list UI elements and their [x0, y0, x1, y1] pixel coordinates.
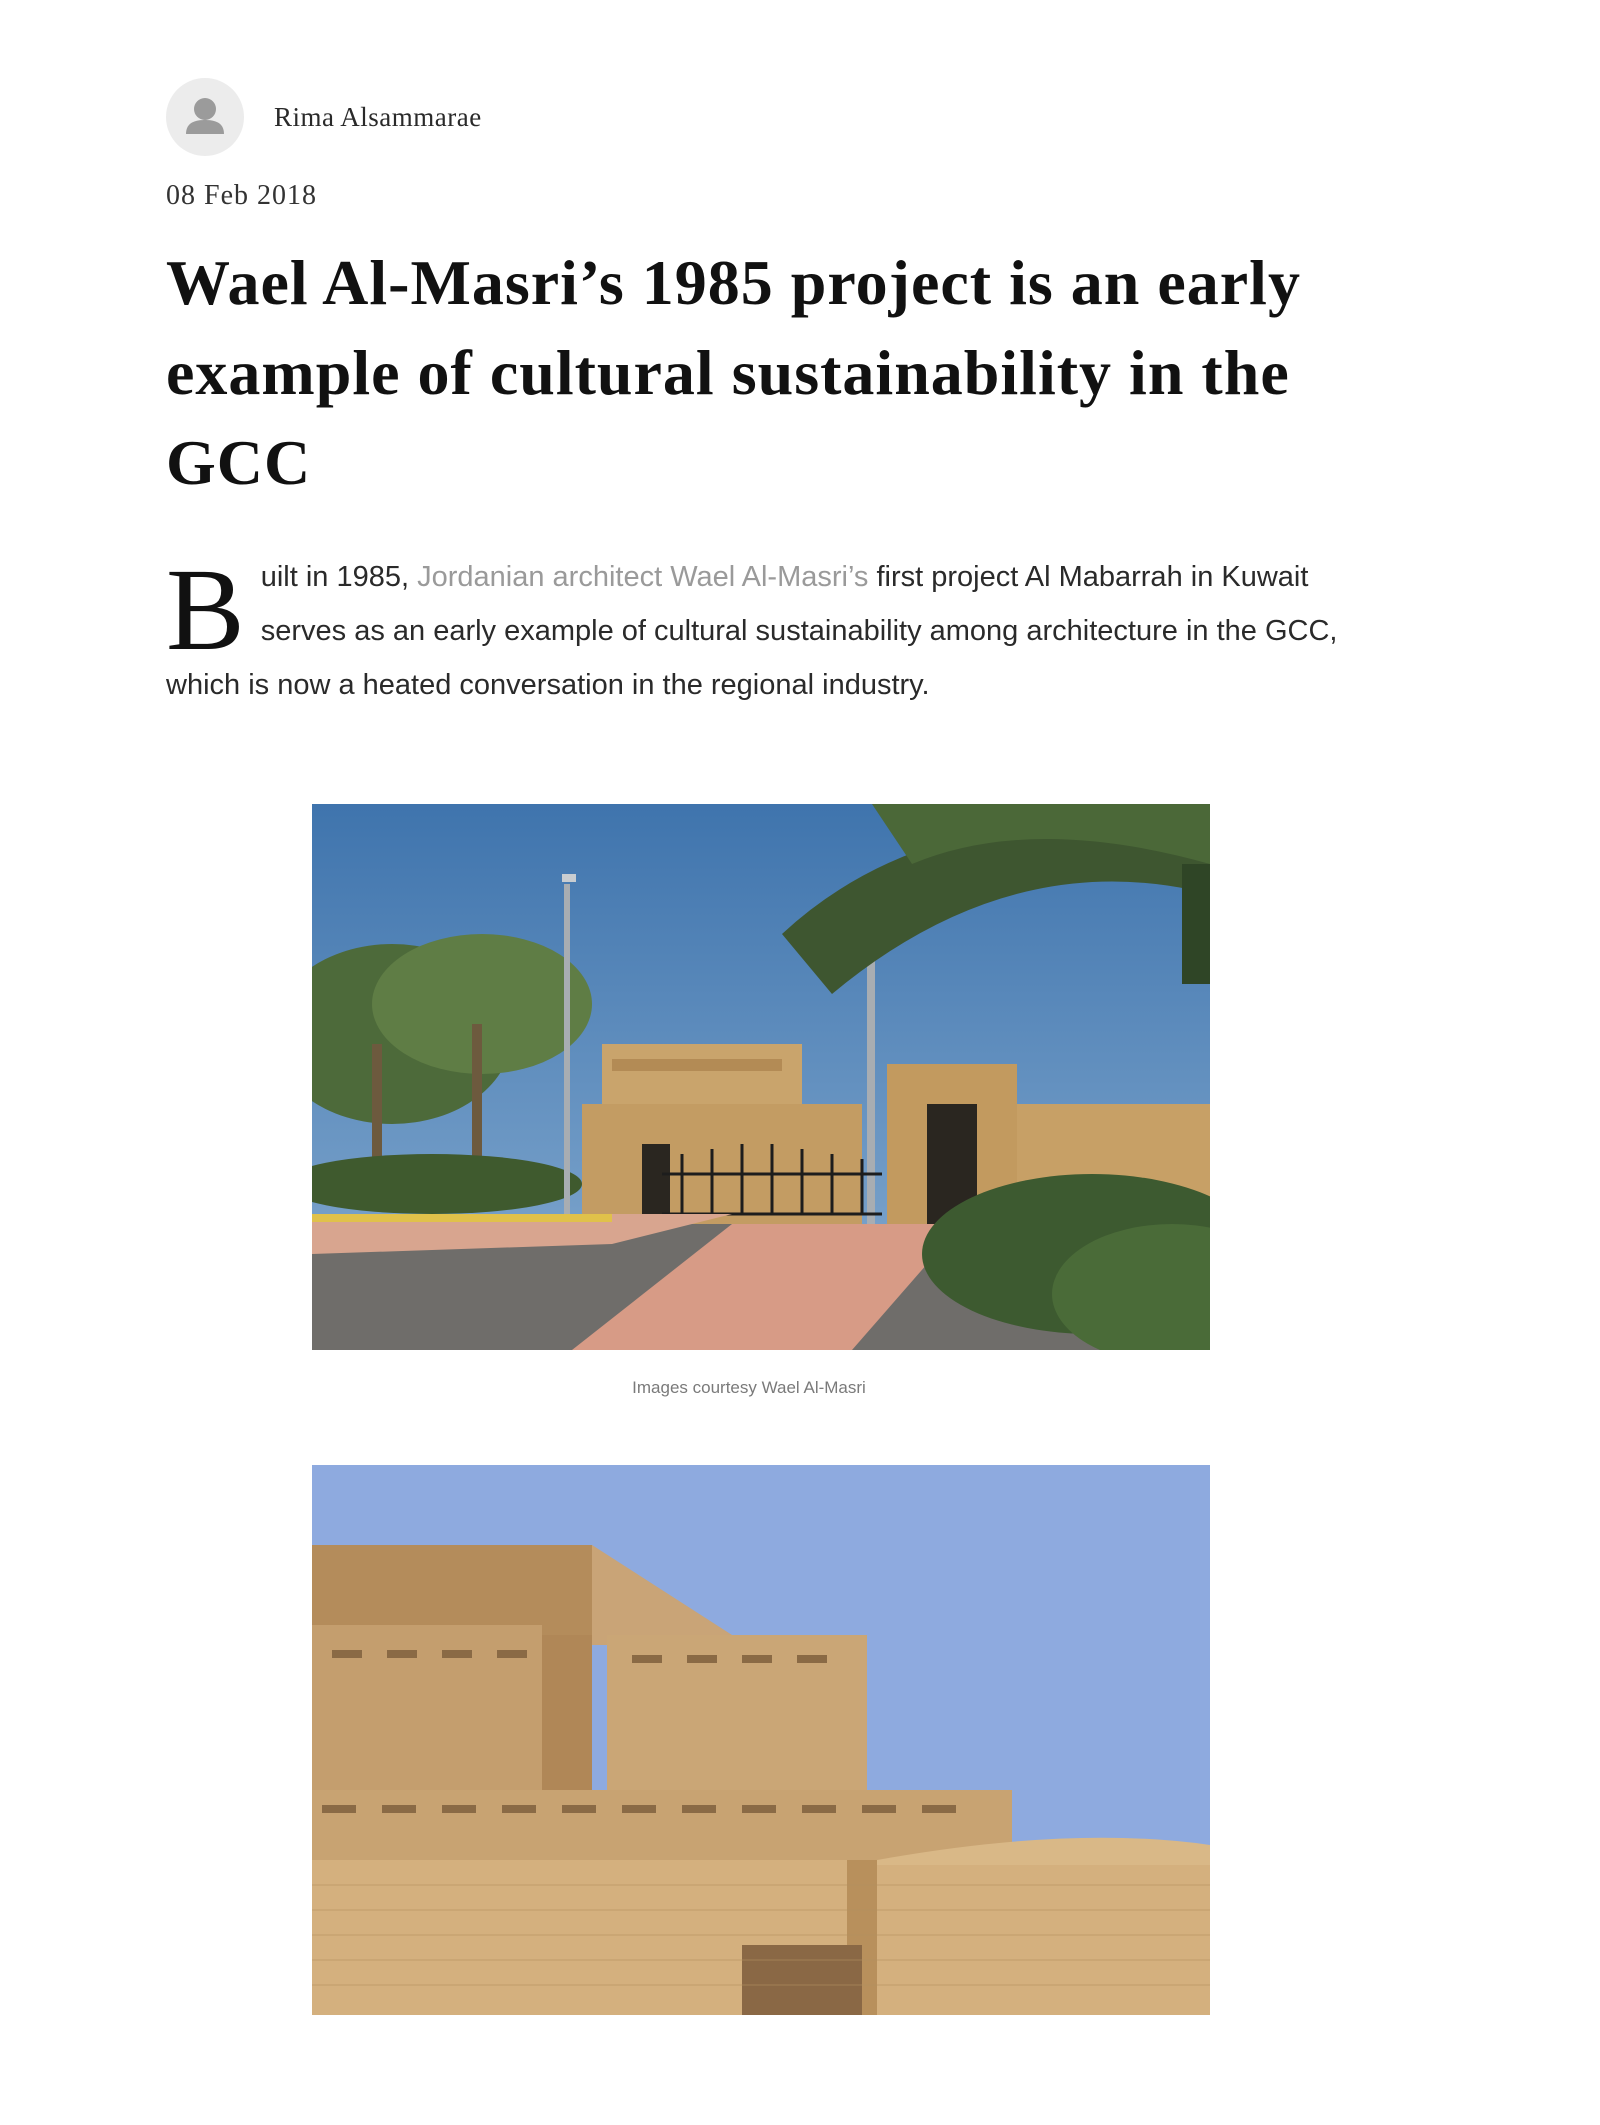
- photo-mabarrah-entrance: [312, 804, 1210, 1350]
- article-title: Wael Al-Masri’s 1985 project is an early example of cultural sustainability in the GCC: [166, 247, 1301, 498]
- drop-cap: B: [166, 544, 245, 675]
- author-block: [166, 78, 482, 156]
- user-silhouette-icon: [166, 78, 244, 156]
- intro-text-start: uilt in 1985,: [260, 561, 418, 593]
- publish-date: 08 Feb 2018: [166, 180, 317, 211]
- photo-brick-facade-detail: [312, 1465, 1210, 2015]
- intro-text-end: first project Al Mabarrah in Kuwait serves as an early example of cultural sustainability among architecture in the GCC, which is now a heated conversation in the regional industry.: [166, 561, 1338, 701]
- intro-paragraph: [166, 544, 1366, 712]
- avatar[interactable]: [166, 78, 244, 156]
- architect-link[interactable]: Jordanian architect Wael Al-Masri’s: [417, 561, 869, 593]
- image-caption: Images courtesy Wael Al-Masri: [632, 1378, 866, 1397]
- author-name[interactable]: Rima Alsammarae: [274, 101, 482, 132]
